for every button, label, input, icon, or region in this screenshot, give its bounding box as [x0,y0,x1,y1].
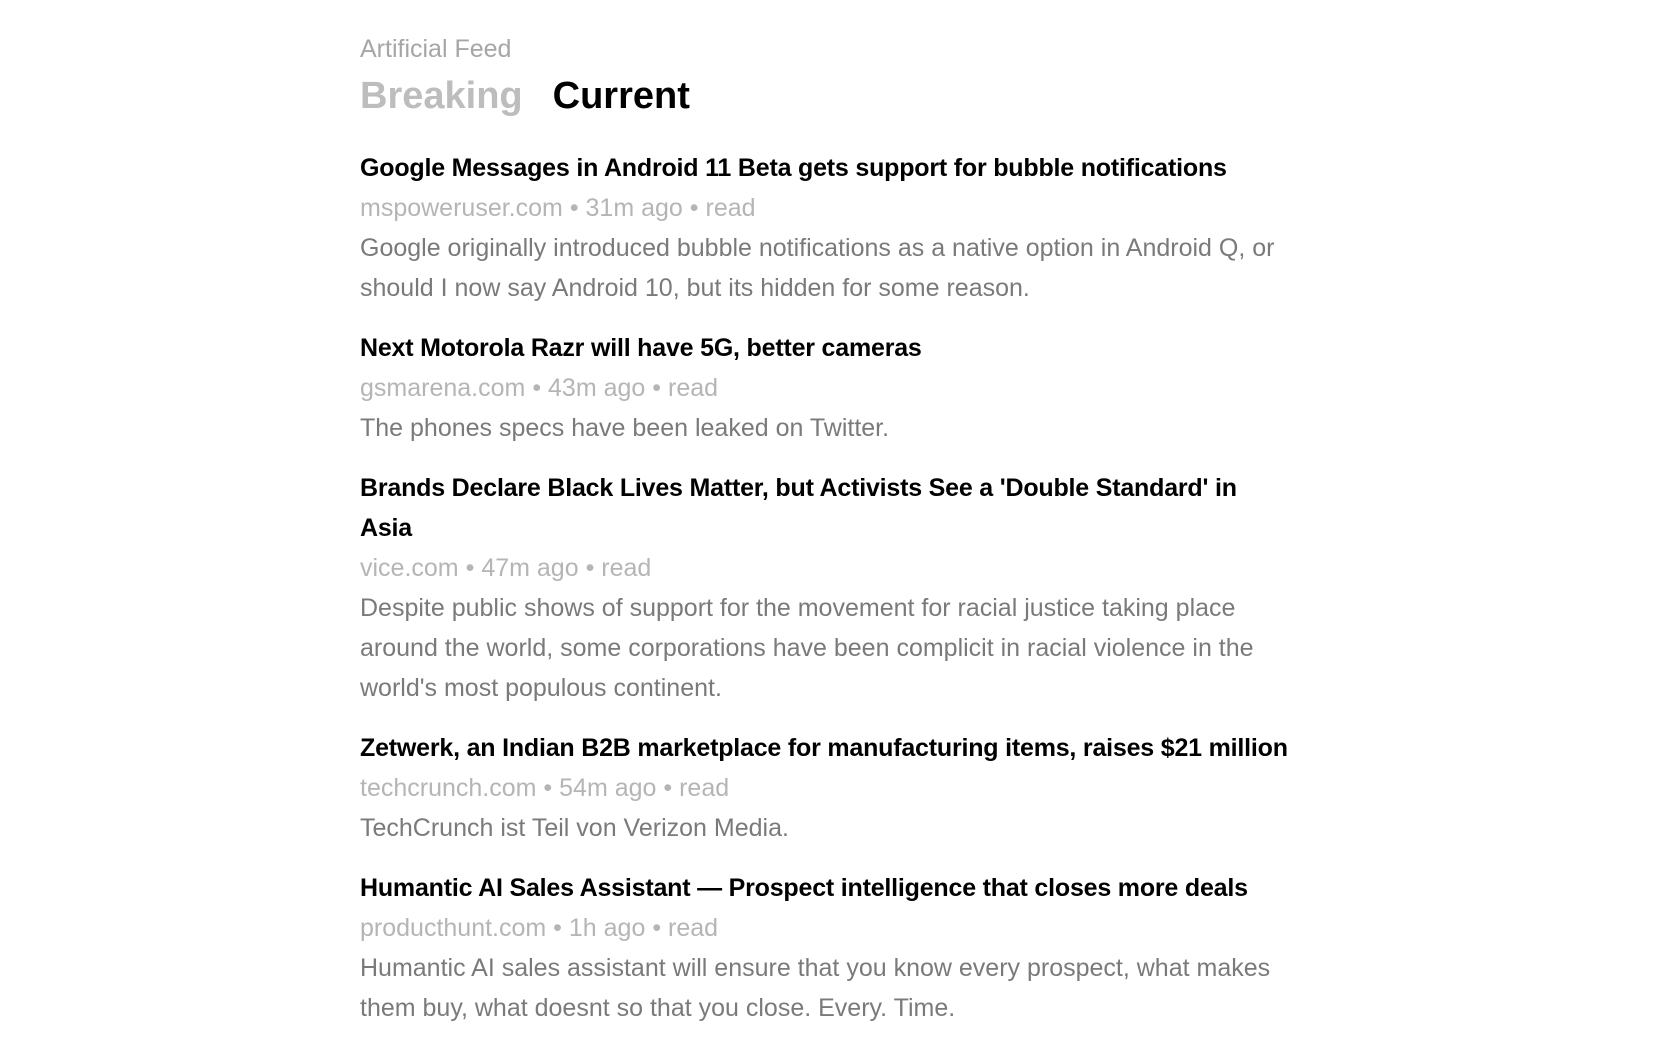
article-summary: TechCrunch ist Teil von Verizon Media. [360,814,789,842]
article-source: techcrunch.com [360,774,537,802]
article-item [360,148,1290,308]
meta-separator: • [543,774,553,802]
tab-current[interactable]: Current [552,75,690,117]
article-source: producthunt.com [360,914,547,942]
article-source: gsmarena.com [360,374,526,402]
article-time: 43m ago [548,374,646,402]
article-item [360,728,1290,848]
article-list [360,148,1290,1028]
article-item [360,868,1290,1028]
article-time: 47m ago [481,554,579,582]
meta-separator: • [465,554,475,582]
article-item [360,328,1290,448]
article-time: 1h ago [568,914,646,942]
article-time: 31m ago [585,194,683,222]
meta-separator: • [689,194,699,222]
feed-container [360,30,1290,1048]
article-source: mspoweruser.com [360,194,563,222]
meta-separator: • [569,194,579,222]
tab-bar [360,72,1290,120]
read-link[interactable]: read [601,554,652,582]
meta-separator: • [663,774,673,802]
article-meta [360,908,1290,948]
app-title: Artificial Feed [360,35,512,63]
read-link[interactable]: read [705,194,756,222]
meta-separator: • [652,914,662,942]
meta-separator: • [652,374,662,402]
read-link[interactable]: read [668,914,719,942]
article-title[interactable]: Brands Declare Black Lives Matter, but Activists See a 'Double Standard' in Asia [360,474,1237,542]
meta-separator: • [532,374,542,402]
article-title[interactable]: Zetwerk, an Indian B2B marketplace for manufacturing items, raises $21 million [360,734,1288,762]
read-link[interactable]: read [668,374,719,402]
read-link[interactable]: read [679,774,730,802]
article-meta [360,768,1290,808]
meta-separator: • [585,554,595,582]
article-item [360,468,1290,708]
article-meta [360,548,1290,588]
article-title[interactable]: Google Messages in Android 11 Beta gets support for bubble notifications [360,154,1227,182]
article-meta [360,188,1290,228]
tab-breaking[interactable]: Breaking [360,75,523,117]
article-summary: Google originally introduced bubble notifications as a native option in Android Q, or should I now say Android 10, but its hidden for some reason. [360,234,1275,302]
article-source: vice.com [360,554,459,582]
article-title[interactable]: Humantic AI Sales Assistant — Prospect intelligence that closes more deals [360,874,1248,902]
article-summary: Humantic AI sales assistant will ensure that you know every prospect, what makes them buy, what doesnt so that you close. Every. Time. [360,954,1271,1022]
article-time: 54m ago [559,774,657,802]
meta-separator: • [553,914,562,942]
article-title[interactable]: Next Motorola Razr will have 5G, better cameras [360,334,922,362]
article-summary: Despite public shows of support for the movement for racial justice taking place around the world, some corporations have been complicit in racial violence in the world's most populous continent. [360,594,1254,702]
article-meta [360,368,1290,408]
article-summary: The phones specs have been leaked on Twitter. [360,414,890,442]
